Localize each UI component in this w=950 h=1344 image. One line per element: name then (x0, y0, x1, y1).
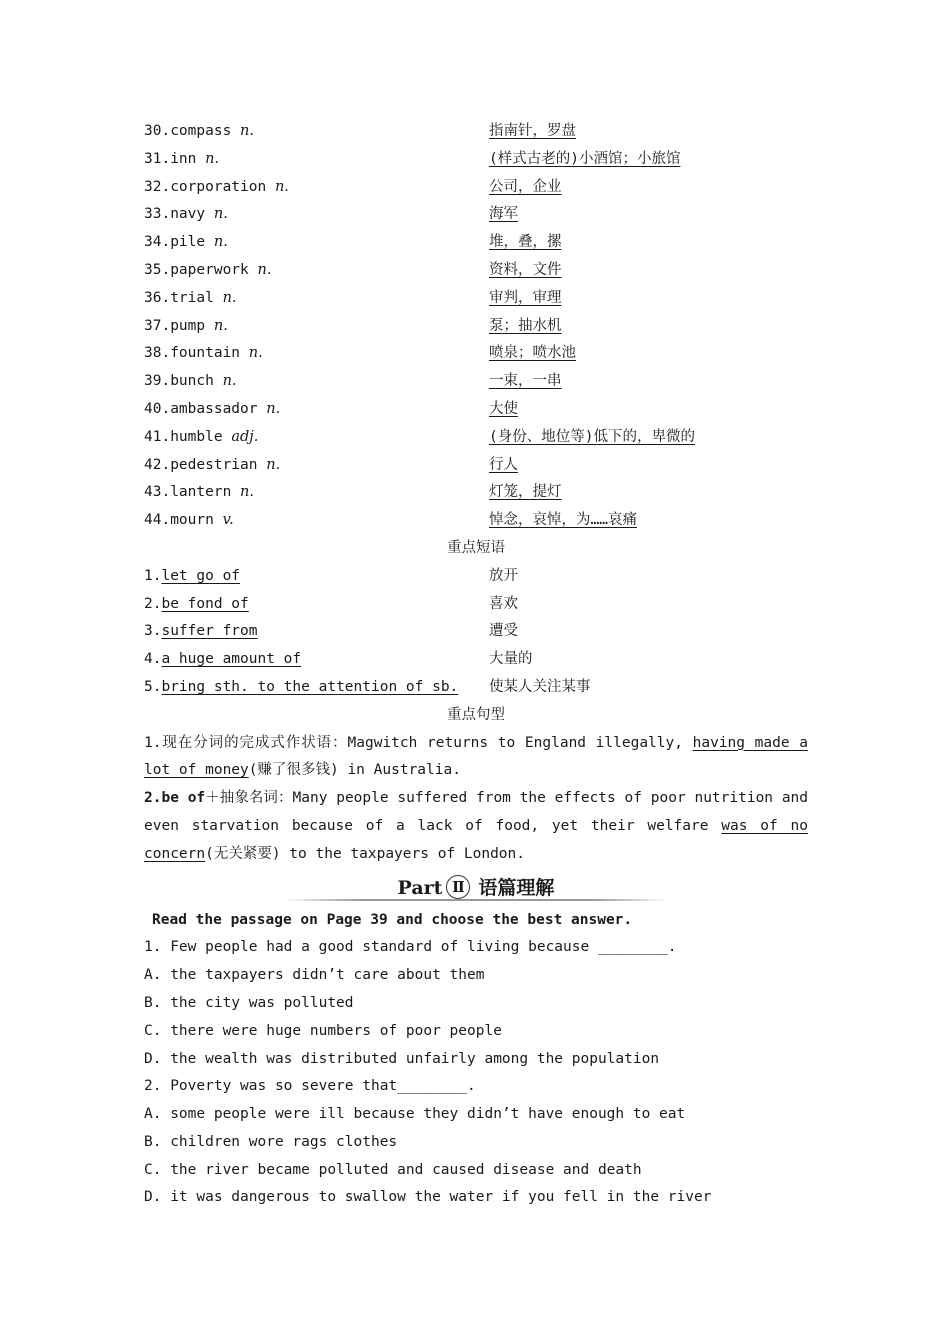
phrase-text: let go of (161, 567, 241, 584)
part-of-speech: n. (213, 206, 228, 223)
vocab-row: 42.pedestrian n. 行人 (144, 452, 808, 480)
vocab-word: inn (170, 150, 197, 167)
phrase-text: a huge amount of (161, 651, 302, 668)
phrase-list (144, 563, 808, 702)
vocab-word: ambassador (170, 400, 258, 417)
part-of-speech: n. (266, 456, 281, 473)
question-stem: 2. Poverty was so severe that________. (144, 1078, 476, 1095)
part-title: 语篇理解 (478, 876, 555, 899)
vocab-meaning: 喷泉；喷水池 (489, 345, 576, 362)
vocab-row: 37.pump n. 泵；抽水机 (144, 313, 808, 341)
phrase-row: 1.let go of 放开 (144, 563, 808, 591)
vocab-word: lantern (170, 484, 232, 501)
vocab-meaning: 行人 (489, 456, 518, 473)
answer-option: C. the river became polluted and caused disease and death (144, 1161, 642, 1178)
phrase-text: bring sth. to the attention of sb. (161, 678, 459, 695)
vocab-row: 43.lantern n. 灯笼，提灯 (144, 479, 808, 507)
answer-blank: having made a lot of money (144, 734, 808, 779)
part-of-speech: v. (222, 512, 234, 529)
part-of-speech: n. (213, 317, 228, 334)
vocab-row: 44.mourn v. 悼念，哀悼，为……哀痛 (144, 507, 808, 535)
phrase-text: suffer from (161, 623, 258, 640)
phrase-text: be fond of (161, 595, 249, 612)
vocab-meaning: 一束，一串 (489, 373, 562, 390)
reading-instruction: Read the passage on Page 39 and choose the best answer. (152, 911, 633, 928)
vocab-row: 40.ambassador n. 大使 (144, 396, 808, 424)
part-of-speech: n. (213, 234, 228, 251)
vocab-row: 30.compass n. 指南针，罗盘 (144, 118, 808, 146)
vocab-list (144, 118, 808, 535)
part-of-speech: n. (240, 123, 254, 139)
phrase-meaning: 大量的 (489, 651, 533, 668)
vocab-row: 35.paperwork n. 资料，文件 (144, 257, 808, 285)
vocab-meaning: 泵；抽水机 (489, 317, 562, 334)
part-of-speech: adj. (231, 428, 259, 445)
vocab-row: 36.trial n. 审判，审理 (144, 285, 808, 313)
vocab-meaning: 审判，审理 (489, 289, 562, 306)
sentence-pattern-2: 2.be of＋抽象名词：Many people suffered from the effects of poor nutrition and even starvation because of a lack of food, yet their welfare was of no concern(无关紧要) to the taxpayers of London. (144, 790, 809, 862)
part-of-speech: n. (222, 373, 237, 390)
vocab-meaning: 公司，企业 (489, 178, 562, 195)
vocab-word: navy (170, 206, 206, 223)
vocab-meaning: 悼念，哀悼，为……哀痛 (489, 512, 637, 529)
vocab-word: corporation (170, 178, 267, 195)
vocab-row: 39.bunch n. 一束，一串 (144, 368, 808, 396)
document-page (144, 118, 808, 1212)
phrase-row: 3.suffer from 遭受 (144, 618, 808, 646)
vocab-row: 32.corporation n. 公司，企业 (144, 174, 808, 202)
phrases-heading: 重点短语 (447, 539, 505, 556)
phrase-meaning: 使某人关注某事 (489, 678, 591, 695)
vocab-row: 34.pile n. 堆，叠，摞 (144, 229, 808, 257)
vocab-word: bunch (170, 373, 214, 390)
vocab-word: paperwork (170, 261, 249, 278)
roman-numeral-badge: Ⅱ (446, 875, 470, 899)
sentence-pattern-1: 1.现在分词的完成式作状语：Magwitch returns to England illegally, having made a lot of money(赚了很多钱) in Australia. (144, 734, 808, 779)
phrase-row: 4.a huge amount of 大量的 (144, 646, 808, 674)
answer-option: A. the taxpayers didn’t care about them (144, 967, 485, 984)
part-label: Part (397, 876, 443, 899)
vocab-meaning: (身份、地位等)低下的，卑微的 (489, 428, 695, 445)
vocab-meaning: 大使 (489, 400, 518, 417)
vocab-meaning: 资料，文件 (489, 261, 562, 278)
phrase-row: 5.bring sth. to the attention of sb. 使某人关注某事 (144, 674, 808, 702)
answer-option: A. some people were ill because they didn’t have enough to eat (144, 1106, 686, 1123)
answer-option: D. the wealth was distributed unfairly among the population (144, 1050, 660, 1067)
part-header (144, 871, 808, 907)
answer-option: B. the city was polluted (144, 994, 354, 1011)
vocab-word: mourn (170, 512, 214, 529)
vocab-word: compass (170, 123, 232, 139)
answer-blank: was of no concern (144, 817, 808, 862)
question-1 (144, 934, 808, 1073)
vocab-meaning: 指南针，罗盘 (489, 123, 576, 139)
question-stem: 1. Few people had a good standard of living because ________. (144, 939, 677, 956)
part-of-speech: n. (274, 178, 289, 195)
vocab-row: 41.humble adj. (身份、地位等)低下的，卑微的 (144, 424, 808, 452)
part-of-speech: n. (257, 261, 272, 278)
question-2 (144, 1073, 808, 1212)
part-of-speech: n. (248, 345, 263, 362)
sentences-heading: 重点句型 (447, 706, 505, 723)
vocab-meaning: 灯笼，提灯 (489, 484, 562, 501)
phrase-meaning: 放开 (489, 567, 518, 584)
answer-option: C. there were huge numbers of poor people (144, 1022, 502, 1039)
phrase-meaning: 遭受 (489, 623, 518, 640)
part-of-speech: n. (240, 484, 254, 501)
answer-option: B. children wore rags clothes (144, 1133, 398, 1150)
answer-option: D. it was dangerous to swallow the water if you fell in the river (144, 1189, 712, 1206)
vocab-word: humble (170, 428, 223, 445)
vocab-meaning: (样式古老的)小酒馆；小旅馆 (489, 150, 681, 167)
phrase-meaning: 喜欢 (489, 595, 518, 612)
vocab-word: pedestrian (170, 456, 258, 473)
phrase-row: 2.be fond of 喜欢 (144, 591, 808, 619)
part-of-speech: n. (266, 400, 281, 417)
vocab-word: fountain (170, 345, 241, 362)
vocab-word: pump (170, 317, 206, 334)
vocab-word: pile (170, 234, 206, 251)
part-of-speech: n. (222, 289, 237, 306)
vocab-row: 33.navy n. 海军 (144, 201, 808, 229)
vocab-row: 31.inn n. (样式古老的)小酒馆；小旅馆 (144, 146, 808, 174)
vocab-row: 38.fountain n. 喷泉；喷水池 (144, 340, 808, 368)
vocab-meaning: 海军 (489, 206, 518, 223)
vocab-meaning: 堆，叠，摞 (489, 234, 562, 251)
vocab-word: trial (170, 289, 214, 306)
part-of-speech: n. (205, 150, 220, 167)
